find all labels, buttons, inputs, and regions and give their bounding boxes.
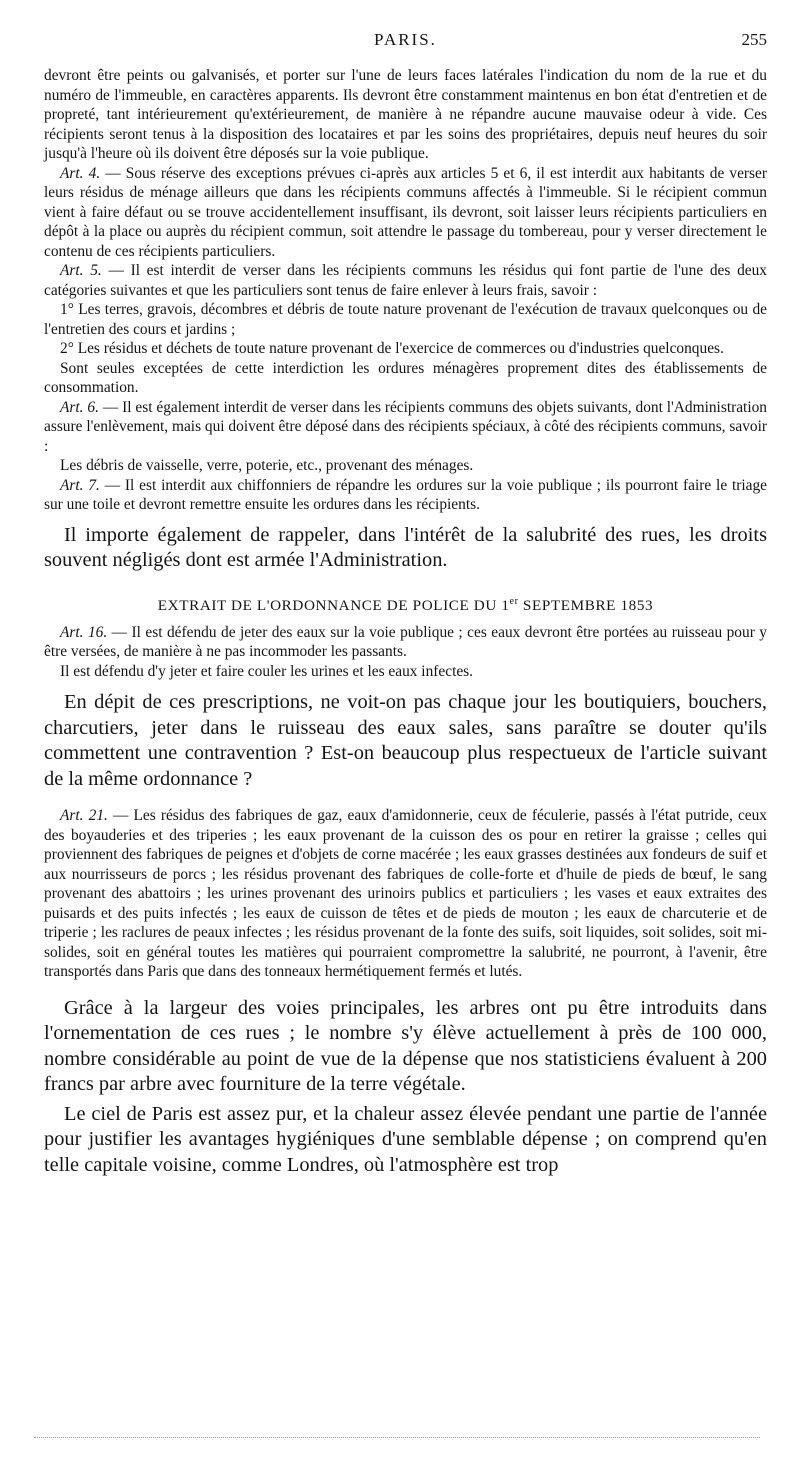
paragraph-text: — Il est interdit aux chiffonniers de répandre les ordures sur la voie publique ; ils pourront faire le triage sur une toile et devront remettre ensuite les ordures dans les récipients. bbox=[44, 476, 768, 513]
paragraph bbox=[44, 66, 767, 164]
commentary-3 bbox=[44, 996, 767, 1179]
paragraph bbox=[44, 339, 767, 359]
paragraph-text: Sont seules exceptées de cette interdiction les ordures ménagères proprement dites des établissements de consommation. bbox=[44, 359, 767, 396]
paragraph-text: — Il est également interdit de verser dans les récipients communs des objets suivants, dont l'Administration assure l'enlèvement, mais qui doivent être déposé dans des récipients spéciaux, à côté des récipients communs, savoir : bbox=[44, 398, 767, 455]
paragraph bbox=[44, 662, 767, 682]
regulation-excerpt-3 bbox=[44, 806, 767, 982]
paragraph bbox=[44, 806, 767, 982]
paragraph bbox=[44, 476, 767, 515]
footer-dotted-rule bbox=[34, 1437, 760, 1438]
regulation-excerpt-2 bbox=[44, 623, 767, 682]
paragraph-text: — Il est défendu de jeter des eaux sur la voie publique ; ces eaux devront être portées au ruisseau pour y être versées, de manière à ne pas incommoder les passants. bbox=[44, 623, 767, 661]
running-header bbox=[44, 30, 767, 56]
heading-text-end: SEPTEMBRE 1853 bbox=[518, 596, 654, 614]
page-body bbox=[44, 66, 767, 1178]
article-number: Art. 5. bbox=[60, 262, 102, 279]
heading-superscript: er bbox=[509, 595, 519, 607]
paragraph: Le ciel de Paris est assez pur, et la chaleur assez élevée pendant une partie de l'année pour justifier les avantages hygiéniques d'une semblable dépense ; on comprend qu'en telle capitale voisine, comme Londres, où l'atmosphère est trop bbox=[44, 1102, 767, 1176]
section-heading bbox=[44, 596, 767, 615]
page-number: 255 bbox=[741, 30, 767, 49]
paragraph bbox=[44, 261, 767, 300]
running-title: PARIS. bbox=[374, 30, 437, 49]
article-number: Art. 16. bbox=[60, 623, 108, 641]
article-number: Art. 7. bbox=[60, 476, 100, 494]
paragraph bbox=[44, 300, 767, 339]
heading-text: EXTRAIT DE L'ORDONNANCE DE POLICE DU 1 bbox=[157, 596, 510, 614]
paragraph-text: — Il est interdit de verser dans les récipients communs les résidus qui font partie de l'une des deux catégories suivantes et que les particuliers sont tenus de faire enlever à leurs frais, savoir : bbox=[44, 262, 767, 299]
paragraph-text: Il est défendu d'y jeter et faire couler les urines et les eaux infectes. bbox=[60, 662, 474, 680]
paragraph bbox=[44, 623, 767, 662]
paragraph-text: 2° Les résidus et déchets de toute nature provenant de l'exercice de commerces ou d'industries quelconques. bbox=[60, 340, 724, 357]
paragraph bbox=[44, 398, 767, 457]
paragraph: Grâce à la largeur des voies principales, les arbres ont pu être introduits dans l'ornementation de ces rues ; le nombre s'y élève actuellement à près de 100 000, nombre considérable au point de vue de la dépense que nos statisticiens évaluent à 200 francs par arbre avec fourniture de la terre végétale. bbox=[44, 996, 767, 1096]
paragraph-text: — Les résidus des fabriques de gaz, eaux d'amidonnerie, ceux de féculerie, passés à l'état putride, ceux des boyauderies et des triperies ; les eaux provenant de la cuisson des os pour en retirer la graisse ; celles qui proviennent des fabriques de peignes et d'objets de corne macérée ; les eaux grasses destinées aux fondeurs de suif et aux nourrisseurs de porcs ; les résidus provenant des fabriques de colle-forte et d'huile de pieds de bœuf, le sang provenant des abattoirs ; les urines provenant des urinoirs publics et particuliers ; les vases et eaux extraites des puisards et des puits infectés ; les eaux de cuisson de têtes et de pieds de mouton ; les eaux de charcuterie et de triperie ; les raclures de peaux infectes ; les résidus provenant de la fonte des suifs, soit liquides, soit solides, soit mi-solides, soit en général toutes les matières qui pourraient compromettre la salubrité, ne pourront, à l'avenir, être transportés dans Paris que dans des tonneaux hermétiquement fermés et lutés. bbox=[44, 807, 767, 981]
paragraph-text: — Sous réserve des exceptions prévues ci-après aux articles 5 et 6, il est interdit aux habitants de verser leurs résidus de ménage ailleurs que dans les récipients communs affectés à l'immeuble. Si le récipient commun vient à faire défaut ou se trouve accidentellement insuffisant, ils devront, soit laisser leurs récipients particuliers en dépôt à la place ou auprès du récipient commun, soit attendre le passage du tombereau, pour y verser directement le contenu de ces récipients particuliers. bbox=[44, 164, 767, 260]
article-number: Art. 21. bbox=[60, 807, 108, 825]
paragraph-text: devront être peints ou galvanisés, et porter sur l'une de leurs faces latérales l'indication du nom de la rue et du numéro de l'immeuble, en caractères apparents. Ils devront être constamment maintenus en bon état d'entretien et de propreté, tant intérieurement qu'extérieurement, de manière à ne répandre aucune mauvaise odeur à vide. Ces récipients seront tenus à la disposition des locataires et par les soins des propriétaires, depuis neuf heures du soir jusqu'à l'heure où ils doivent être déposés sur la voie publique. bbox=[44, 67, 767, 162]
paragraph: Il importe également de rappeler, dans l'intérêt de la salubrité des rues, les droits souvent négligés dont est armée l'Administration. bbox=[44, 523, 767, 571]
commentary-2 bbox=[44, 690, 767, 792]
paragraph bbox=[44, 164, 767, 262]
article-number: Art. 4. bbox=[60, 164, 101, 182]
paragraph-text: Les débris de vaisselle, verre, poterie, etc., provenant des ménages. bbox=[60, 457, 474, 474]
commentary-1 bbox=[44, 523, 767, 574]
regulation-excerpt-1 bbox=[44, 66, 767, 515]
article-number: Art. 6. bbox=[60, 398, 99, 416]
paragraph-text: 1° Les terres, gravois, décombres et débris de toute nature provenant de l'exécution de travaux quelconques ou de l'entretien des cours et jardins ; bbox=[44, 301, 767, 338]
paragraph: En dépit de ces prescriptions, ne voit-on pas chaque jour les boutiquiers, bouchers, charcutiers, jeter dans le ruisseau des eaux sales, sans paraître se douter qu'ils commettent une contravention ? Est-on beaucoup plus respectueux de l'article suivant de la même ordonnance ? bbox=[44, 691, 767, 790]
paragraph bbox=[44, 456, 767, 476]
paragraph bbox=[44, 359, 767, 398]
